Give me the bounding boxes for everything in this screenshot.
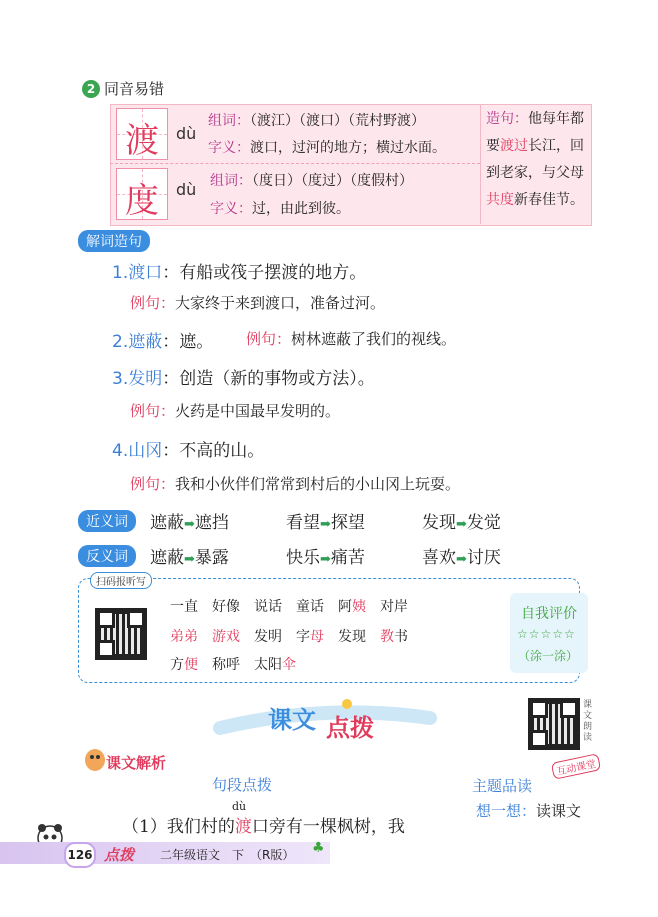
self-eval-title: 自我评价: [521, 606, 577, 622]
char-du2: 度: [125, 181, 159, 221]
vocab-section-header: 解词造句: [78, 230, 150, 252]
qr-side-label: 课文朗读: [583, 700, 593, 743]
definition-4: 4.山冈：不高的山。: [112, 441, 265, 461]
pinyin-du2: dù: [176, 180, 197, 199]
antonym-label: 反义词: [78, 545, 136, 567]
pinyin-du1: dù: [176, 124, 197, 143]
passage-text: （1）我们村的渡口旁有一棵枫树，我: [122, 817, 405, 837]
meaning-row-du2: 字义：过，由此到彼。: [210, 201, 350, 217]
interactive-class-tag: 互动课堂: [551, 753, 601, 780]
theme-reading-header: 主题品读: [472, 777, 533, 795]
page-number: 126: [64, 842, 96, 868]
table-column-divider: [480, 104, 481, 224]
words-row-du1: 组词：（渡江）（渡口）（荒村野渡）: [208, 113, 425, 129]
synonym-pair-2: 看望➡探望: [286, 513, 365, 533]
synonym-pair-3: 发现➡发觉: [422, 513, 501, 533]
section-title-homophones: 同音易错: [104, 80, 165, 98]
scan-dictation-tag: 扫码报听写: [90, 572, 152, 589]
antonym-pair-1: 遮蔽➡暴露: [150, 548, 229, 568]
dictation-row-1: 一直 好像 说话 童话 阿姨 对岸: [170, 599, 408, 615]
banner-text-b: 点拨: [326, 714, 374, 742]
table-divider: [110, 163, 480, 165]
self-eval-stars[interactable]: ☆☆☆☆☆: [517, 627, 576, 641]
dictation-row-2: 弟弟 游戏 发明 字母 发现 教书: [170, 629, 408, 645]
example-1: 例句：大家终于来到渡口，准备过河。: [130, 294, 386, 312]
think-prompt: 想一想：读课文: [476, 802, 582, 820]
qr-code-reading[interactable]: [528, 698, 580, 750]
words-row-du2: 组词：（度日）（度过）（度假村）: [210, 173, 413, 189]
synonym-pair-1: 遮蔽➡遮挡: [150, 513, 229, 533]
synonym-label: 近义词: [78, 510, 136, 532]
antonym-pair-3: 喜欢➡讨厌: [422, 548, 501, 568]
example-sentence-block: 造句：他每年都 要渡过长江，回 到老家，与父母 共度新春佳节。: [486, 111, 584, 208]
char-du1: 渡: [125, 121, 159, 161]
banner-swoosh-icon: [210, 698, 440, 740]
antonym-pair-2: 快乐➡痛苦: [286, 548, 365, 568]
footer-book-title: 二年级语文 下 （R版）: [160, 848, 295, 862]
lesson-analysis-header: 课文解析: [106, 754, 167, 772]
banner-text-a: 课文: [268, 706, 316, 734]
definition-1: 1.渡口：有船或筏子摆渡的地方。: [112, 263, 367, 283]
meaning-row-du1: 字义：渡口，过河的地方；横过水面。: [208, 140, 446, 156]
mascot-icon: [84, 744, 106, 772]
example-3: 例句：火药是中国最早发明的。: [130, 402, 341, 420]
char-cell-du2: [116, 168, 168, 220]
footer-brand: 点拨: [104, 846, 135, 864]
cactus-icon: ♣: [312, 840, 325, 856]
self-eval-note: （涂一涂）: [518, 649, 579, 663]
section-number-badge: 2: [82, 80, 100, 98]
lesson-banner: [210, 698, 440, 740]
example-2: 例句：树林遮蔽了我们的视线。: [246, 330, 457, 348]
paragraph-tips-header: 句段点拨: [212, 776, 273, 794]
dictation-row-3: 方便 称呼 太阳伞: [170, 657, 296, 673]
qr-code-dictation[interactable]: [95, 608, 147, 660]
passage-pinyin: dù: [232, 800, 247, 813]
char-cell-du1: [116, 108, 168, 160]
example-4: 例句：我和小伙伴们常常到村后的小山冈上玩耍。: [130, 475, 461, 493]
definition-3: 3.发明：创造（新的事物或方法）。: [112, 369, 375, 389]
definition-2: 2.遮蔽：遮。: [112, 332, 214, 352]
